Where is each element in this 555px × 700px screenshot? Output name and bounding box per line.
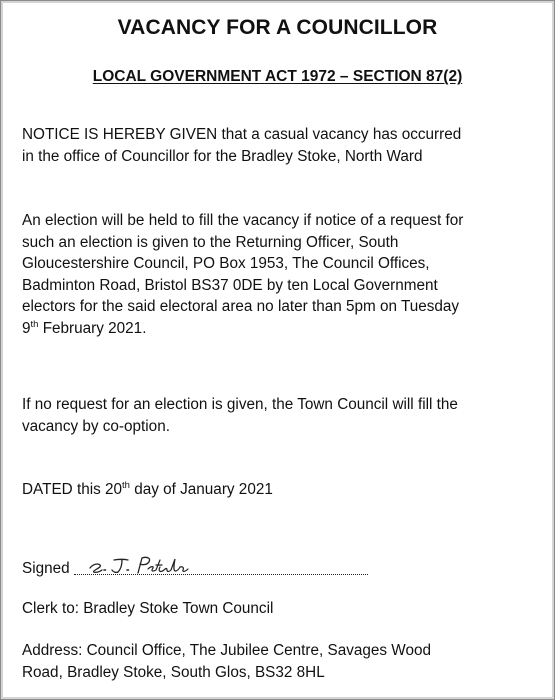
notice-paragraph [22,124,544,167]
handwritten-signature [76,549,196,575]
notice-title: VACANCY FOR A COUNCILLOR [117,16,438,39]
paragraph-line: An election will be held to fill the vacancy if notice of a request for [22,212,464,229]
paragraph-line: Gloucestershire Council, PO Box 1953, The Council Offices, [22,255,430,272]
co-option-paragraph [22,394,544,437]
paragraph-line: in the office of Councillor for the Bradley Stoke, North Ward [22,147,423,165]
address-line: Address: Council Office, The Jubilee Centre, Savages Wood [22,642,431,659]
signed-label: Signed [22,560,70,577]
paragraph-line: NOTICE IS HEREBY GIVEN that a casual vacancy has occurred [22,126,462,143]
paragraph-line: electors for the said electoral area no later than 5pm on Tuesday [22,298,460,315]
notice-subtitle: LOCAL GOVERNMENT ACT 1972 – SECTION 87(2) [92,68,463,85]
paragraph-line: If no request for an election is given, the Town Council will fill the [22,396,458,413]
address-line: Road, Bradley Stoke, South Glos, BS32 8HL [22,663,325,681]
deadline-day-suffix: th [30,318,39,330]
dated-prefix: DATED this 20 [22,481,123,498]
signature-row [22,558,368,580]
address-block [22,640,544,683]
deadline-day: 9 [22,319,31,337]
deadline-rest: February 2021. [38,319,147,337]
clerk-line: Clerk to: Bradley Stoke Town Council [22,600,274,617]
election-paragraph [22,210,544,339]
deadline-line [22,318,544,340]
paragraph-line: vacancy by co-option. [22,417,170,435]
paragraph-line: such an election is given to the Returning Officer, South [22,233,399,251]
dated-suffix: th [122,480,130,491]
signature-line [74,558,368,575]
paragraph-line: Badminton Road, Bristol BS37 0DE by ten Local Government [22,276,438,294]
dated-rest: day of January 2021 [129,481,273,498]
dated-line [22,479,273,501]
